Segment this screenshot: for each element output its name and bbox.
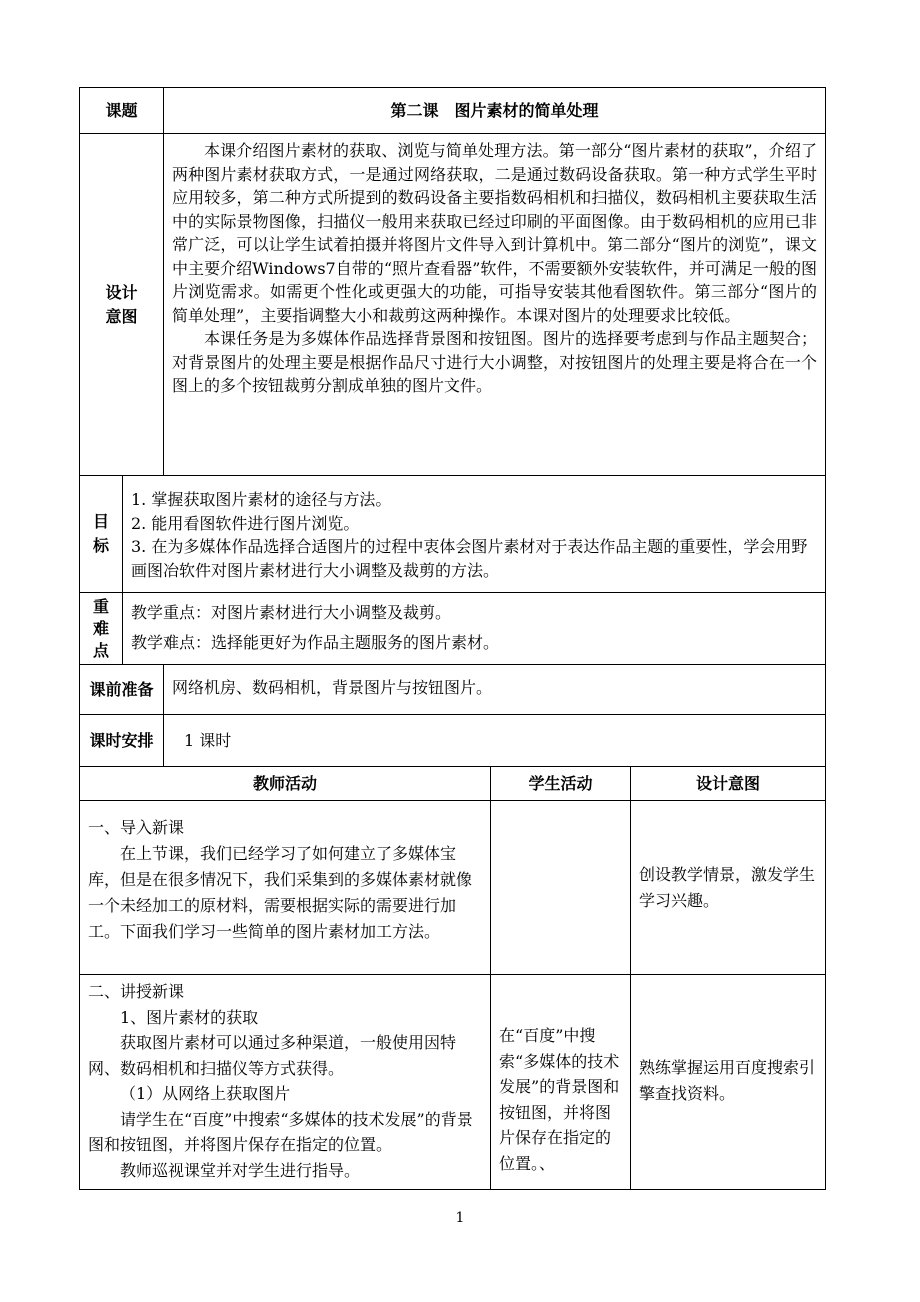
design-label xyxy=(80,134,164,476)
design-paragraph-2: 本课任务是为多媒体作品选择背景图和按钮图。图片的选择要考虑到与作品主题契合；对背景图片的处理主要是根据作品尺寸进行大小调整，对按钮图片的处理主要是将合在一个图上的多个按钮裁剪分割成单独的图片文件。 xyxy=(172,329,818,395)
title-row xyxy=(80,88,826,134)
section-heading: 一、导入新课 xyxy=(88,818,185,837)
schedule-label: 课时安排 xyxy=(80,715,164,767)
keypoints-label xyxy=(80,593,123,665)
design-content xyxy=(164,134,826,476)
intent-cell: 熟练掌握运用百度搜索引擎查找资料。 xyxy=(631,975,826,1190)
teacher-text: 在上节课，我们已经学习了如何建立了多媒体宝库，但是在很多情况下，我们采集到的多媒体素材就像一个未经加工的原材料，需要根据实际的需要进行加工。下面我们学习一些简单的图片素材加工方法。 xyxy=(88,844,473,941)
subsection-heading: （1）从网络上获取图片 xyxy=(120,1084,291,1103)
teaching-difficulty: 教学难点：选择能更好为作品主题服务的图片素材。 xyxy=(131,633,500,652)
intent-cell: 创设教学情景，激发学生学习兴趣。 xyxy=(631,801,826,975)
teaching-focus: 教学重点：对图片素材进行大小调整及裁剪。 xyxy=(131,603,452,622)
teacher-activity-header: 教师活动 xyxy=(80,767,491,801)
activity-header-row xyxy=(80,767,826,801)
design-label-line1: 设计 xyxy=(105,282,138,302)
teacher-activity-cell xyxy=(80,975,491,1190)
goals-label-line2: 标 xyxy=(92,536,109,555)
goals-label xyxy=(80,476,123,593)
goal-item: 2. 能用看图软件进行图片浏览。 xyxy=(131,513,360,533)
goals-label-line1: 目 xyxy=(92,512,109,531)
student-activity-cell xyxy=(491,801,631,975)
design-label-line2: 意图 xyxy=(105,306,138,326)
teacher-text: 获取图片素材可以通过多种渠道，一般使用因特网、数码相机和扫描仪等方式获得。 xyxy=(88,1033,457,1078)
section-heading: 二、讲授新课 xyxy=(88,982,185,1001)
keypoints-label-line3: 点 xyxy=(92,640,109,660)
schedule-row xyxy=(80,715,826,767)
design-row xyxy=(80,134,826,476)
teacher-text: 请学生在“百度”中搜索“多媒体的技术发展”的背景图和按钮图，并将图片保存在指定的位置。 xyxy=(88,1109,473,1154)
teacher-text: 教师巡视课堂并对学生进行指导。 xyxy=(120,1160,361,1180)
design-paragraph-1: 本课介绍图片素材的获取、浏览与简单处理方法。第一部分“图片素材的获取”，介绍了两种图片素材获取方式，一是通过网络获取，二是通过数码设备获取。第一种方式学生平时应用较多，第二种方式所提到的数码设备主要指数码相机和扫描仪，数码相机主要获取生活中的实际景物图像，扫描仪一般用来获取已经过印刷的平面图像。由于数码相机的应用已非常广泛，可以让学生试着拍摄并将图片文件导入到计算机中。第二部分“图片的浏览”，课文中主要介绍Windows7自带的“照片查看器”软件，不需要额外安装软件，并可满足一般的图片浏览需求。如需更个性化或更强大的功能，可指导安装其他看图软件。第三部分“图片的简单处理”，主要指调整大小和裁剪这两种操作。本课对图片的处理要求比较低。 xyxy=(172,141,818,325)
topic-label: 课题 xyxy=(80,88,164,134)
keypoints-label-line2: 难 xyxy=(92,618,109,638)
lesson-table xyxy=(79,87,826,1190)
preparation-label: 课前准备 xyxy=(80,665,164,715)
student-activity-header: 学生活动 xyxy=(491,767,631,801)
keypoints-content xyxy=(123,593,826,665)
activity-row xyxy=(80,801,826,975)
schedule-value: 1 课时 xyxy=(164,715,826,767)
lesson-title: 第二课 图片素材的简单处理 xyxy=(164,88,826,134)
activity-row xyxy=(80,975,826,1190)
student-activity-cell: 在“百度”中搜索“多媒体的技术发展”的背景图和按钮图，并将图片保存在指定的位置。、 xyxy=(491,975,631,1190)
goals-content xyxy=(123,476,826,593)
preparation-value: 网络机房、数码相机，背景图片与按钮图片。 xyxy=(164,665,826,715)
page-number: 1 xyxy=(455,1210,465,1226)
subsection-heading: 1、图片素材的获取 xyxy=(120,1007,259,1027)
keypoints-row xyxy=(80,593,826,665)
goal-item: 3. 在为多媒体作品选择合适图片的过程中衷体会图片素材对于表达作品主题的重要性，学会用野画图冶软件对图片素材进行大小调整及裁剪的方法。 xyxy=(131,537,808,580)
goals-row xyxy=(80,476,826,593)
intent-header: 设计意图 xyxy=(631,767,826,801)
goal-item: 1. 掌握获取图片素材的途径与方法。 xyxy=(131,490,392,509)
teacher-activity-cell xyxy=(80,801,491,975)
lesson-plan xyxy=(79,87,825,1190)
preparation-row xyxy=(80,665,826,715)
keypoints-label-line1: 重 xyxy=(92,596,109,616)
